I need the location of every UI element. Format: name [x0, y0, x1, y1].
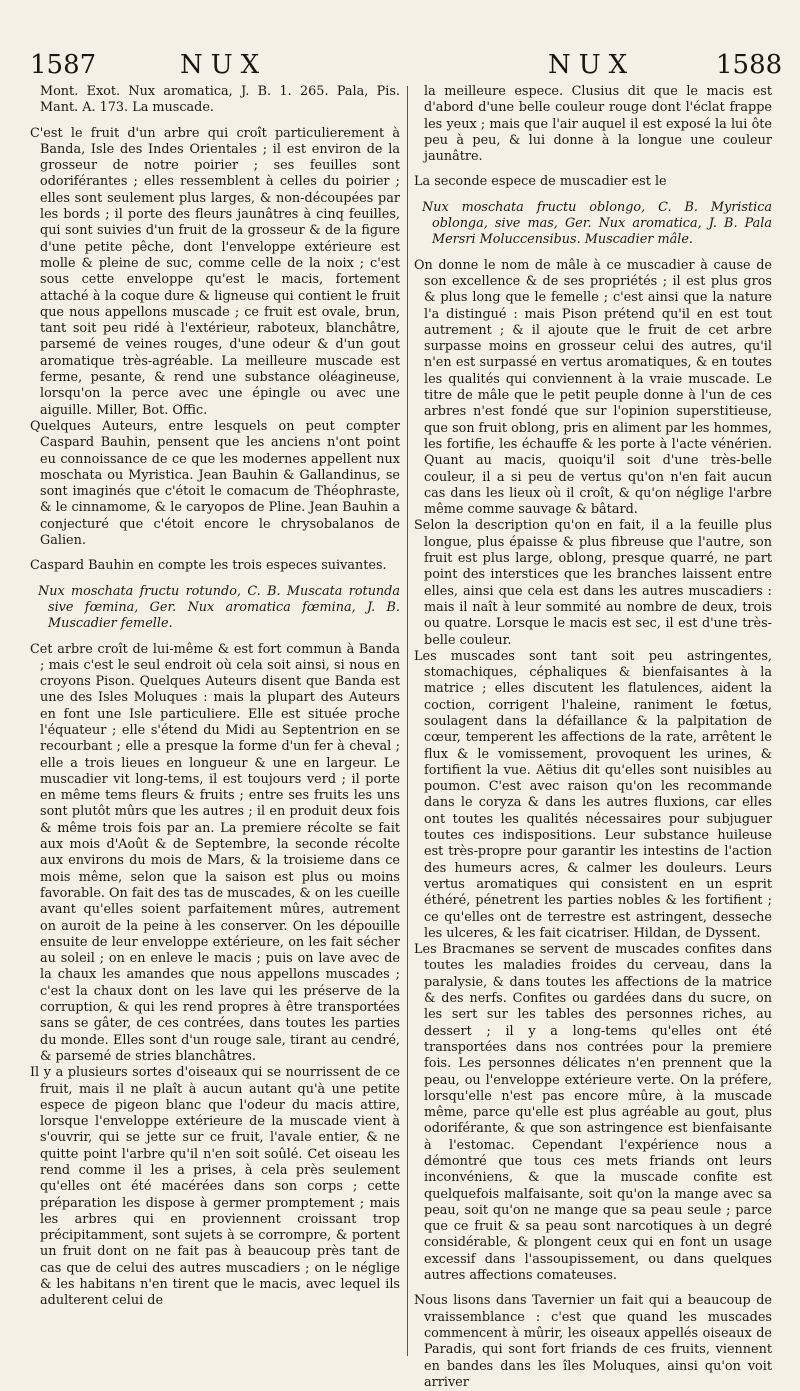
- paragraph-birds: Il y a plusieurs sortes d'oiseaux qui se nourrissent de ce fruit, mais il ne plaît à aucun autant qu'à une petite espece de pigeon blanc que l'odeur du macis attire, lorsque l'enveloppe extérieure de la muscade vient à s'ouvrir, qui se jette sur ce fruit, l'avale entier, & ne quitte point l'arbre qu'il n'en soit soûlé. Cet oiseau les rend comme il les a prises, à cela près seulement qu'elles ont été macérées dans son corps ; cette préparation les dispose à germer promptement ; mais les arbres qui en proviennent croissant trop précipitamment, sont sujets à se corrompre, & portent un fruit dont on ne fait pas à beaucoup près tant de cas que de celui des autres muscadiers ; on le néglige & les habitans n'en tirent que le macis, avec lequel ils adulterent celui de: [30, 1065, 400, 1309]
- page-header: [0, 50, 800, 84]
- paragraph-tavernier: Nous lisons dans Tavernier un fait qui a beaucoup de vraissemblance : c'est que quand les muscades commencent à mûrir, les oiseaux appellés oiseaux de Paradis, qui sont fort friands de ces fruits, viennent en bandes dans les îles Moluques, ainsi qu'on voit arriver: [414, 1293, 772, 1390]
- right-column: [414, 84, 772, 1390]
- citation-continued: Mont. Exot. Nux aromatica, J. B. 1. 265. Pala, Pis. Mant. A. 173. La muscade.: [40, 84, 400, 116]
- left-column: [30, 84, 400, 1359]
- paragraph-clusius: la meilleure espece. Clusius dit que le macis est d'abord d'une belle couleur rouge dont l'éclat frappe les yeux ; mais que l'air auquel il est exposé la lui ôte peu à peu, & lui donne à la longue une couleur jaunâtre.: [424, 84, 772, 165]
- left-running-head: NUX: [180, 50, 268, 80]
- left-page-number: 1587: [30, 50, 97, 80]
- paragraph-bracmanes: Les Bracmanes se servent de muscades confites dans toutes les maladies froides du cerveau, dans la paralysie, & dans toutes les affections de la matrice & des nerfs. Confites ou gardées dans du sucre, on les sert sur les tables des personnes riches, au dessert ; il y a long-tems qu'elles ont été transportées dans nos contrées pour la premiere fois. Les personnes délicates n'en prennent que la peau, ou l'enveloppe extérieure verte. On la préfere, lorsqu'elle n'est pas encore mûre, à la muscade même, parce qu'elle est plus agréable au gout, plus odoriférante, & que son astringence est bienfaisante à l'estomac. Cependant l'expérience nous a démontré que tous ces mets friands ont leurs inconvéniens, & que la muscade confite est quelquefois malfaisante, soit qu'on la mange avec sa peau, soit qu'on ne mange que sa peau seule ; parce que ce fruit & sa peau sont narcotiques à un degré considérable, & plongent ceux qui en font un usage excessif dans l'assoupissement, ou dans quelques autres affections comateuses.: [414, 942, 772, 1284]
- paragraph-second-species: La seconde espece de muscadier est le: [414, 174, 667, 190]
- species-reference-female: Nux moschata fructu rotundo, C. B. Muscata rotunda sive fœmina, Ger. Nux aromatica fœmina, J. B. Muscadier femelle.: [38, 583, 400, 632]
- paragraph-description-male: Selon la description qu'on en fait, il a la feuille plus longue, plus épaisse & plus fibreuse que l'autre, son fruit est plus large, oblong, presque quarré, ne part point des interstices que les branches laissent entre elles, ainsi que cela est dans les autres muscadiers : mais il naît à leur sommité au nombre de deux, trois ou quatre. Lorsque le macis est sec, il est d'une très-belle couleur.: [414, 518, 772, 648]
- paragraph-three-species: Caspard Bauhin en compte les trois especes suivantes.: [30, 558, 387, 574]
- right-page-number: 1588: [716, 50, 783, 80]
- paragraph-banda: Cet arbre croît de lui-même & est fort commun à Banda ; mais c'est le seul endroit où cela soit ainsi, si nous en croyons Pison. Quelques Auteurs disent que Banda est une des Isles Moluques : mais la plupart des Auteurs en font une Isle particuliere. Elle est située proche l'équateur ; elle s'étend du Midi au Septentrion en se recourbant ; elle a presque la forme d'un fer à cheval ; elle a trois lieues en longueur & une en largeur. Le muscadier vit long-tems, il est toujours verd ; il porte en même tems fleurs & fruits ; entre ses fruits les uns sont plutôt mûrs que les autres ; il en produit deux fois & même trois fois par an. La premiere récolte se fait aux mois d'Août & de Septembre, la seconde récolte aux environs du mois de Mars, & la troisieme dans ce mois même, selon que la saison est plus ou moins favorable. On fait des tas de muscades, & on les cueille avant qu'elles soient parfaitement mûres, autrement on auroit de la peine à les conserver. On les dépouille ensuite de leur enveloppe extérieure, on les fait sécher au soleil ; on en enleve le macis ; puis on lave avec de la chaux les amandes que nous appellons muscades ; c'est la chaux dont on les lave qui les préserve de la corruption, & qui les rend propres à être transportées sans se gâter, de ces contrées, dans toutes les parties du monde. Elles sont d'un rouge sale, tirant au cendré, & parsemé de stries blanchâtres.: [30, 641, 400, 1064]
- paragraph-male-name: On donne le nom de mâle à ce muscadier à cause de son excellence & de ses propriétés ; il est plus gros & plus long que le femelle ; c'est ainsi que la nature l'a distingué : mais Pison prétend qu'il en est tout autrement ; & il ajoute que le fruit de cet arbre surpasse moins en grosseur celui des autres, qu'il n'en est surpassé en vertus aromatiques, & en toutes les qualités qui conviennent à la vraie muscade. Le titre de mâle que le petit peuple donne à l'un de ces arbres n'est fondé que sur l'opinion superstitieuse, que son fruit oblong, pris en aliment par les hommes, les fortifie, les échauffe & les porte à l'acte vénérien. Quant au macis, quoiqu'il soit d'une très-belle couleur, il a si peu de vertus qu'on n'en fait aucun cas dans les lieux où il croît, & qu'on néglige l'arbre même comme sauvage & bâtard.: [414, 257, 772, 518]
- paragraph-description: C'est le fruit d'un arbre qui croît particulierement à Banda, Isle des Indes Orientales ; il est environ de la grosseur de notre poirier ; ses feuilles sont odoriférantes ; elles ressemblent à celles du poirier ; elles sont seulement plus larges, & non-découpées par les bords ; il porte des fleurs jaunâtres à cinq feuilles, qui sont suivies d'un fruit de la grosseur & de la figure d'une petite pêche, dont l'enveloppe extérieure est molle & pleine de suc, comme celle de la noix ; c'est sous cette enveloppe qu'est le macis, fortement attaché à la coque dure & ligneuse qui contient le fruit que nous appellons muscade ; ce fruit est ovale, brun, tant soit peu ridé à l'extérieur, raboteux, blanchâtre, parsemé de veines rouges, d'une odeur & d'un gout aromatique très-agréable. La meilleure muscade est ferme, pesante, & rend une substance oléagineuse, lorsqu'on la perce avec une épingle ou avec une aiguille. Miller, Bot. Offic.: [30, 125, 400, 418]
- species-reference-male: Nux moschata fructu oblongo, C. B. Myristica oblonga, sive mas, Ger. Nux aromatica, J. B. Pala Mersri Moluccensibus. Muscadier mâle.: [422, 199, 772, 248]
- paragraph-authors: Quelques Auteurs, entre lesquels on peut compter Caspard Bauhin, pensent que les anciens n'ont point eu connoissance de ce que les modernes appellent nux moschata ou Myristica. Jean Bauhin & Gallandinus, se sont imaginés que c'étoit le comacum de Théophraste, & le cinnamome, & le caryopos de Pline. Jean Bauhin a conjecturé que c'étoit encore le chrysobalanos de Galien.: [30, 418, 400, 549]
- paragraph-virtues: Les muscades sont tant soit peu astringentes, stomachiques, céphaliques & bienfaisantes à la matrice ; elles discutent les flatulences, aident la coction, corrigent l'haleine, raniment le fœtus, soulagent dans la défaillance & la palpitation de cœur, temperent les affections de la rate, arrêtent le flux & le vomissement, provoquent les urines, & fortifient la vue. Aëtius dit qu'elles sont nuisibles au poumon. C'est avec raison qu'on les recommande dans le coryza & dans les autres fluxions, car elles ont toutes les qualités nécessaires pour subjuguer toutes ces indispositions. Leur substance huileuse est très-propre pour garantir les intestins de l'action des humeurs acres, & calmer les douleurs. Leurs vertus aromatiques qui consistent en un esprit éthéré, pénetrent les parties nobles & les fortifient ; ce qu'elles ont de terrestre est astringent, desseche les ulceres, & les fait cicatriser. Hildan, de Dyssent.: [414, 648, 772, 941]
- column-divider: [407, 86, 408, 1356]
- right-running-head: NUX: [548, 50, 636, 80]
